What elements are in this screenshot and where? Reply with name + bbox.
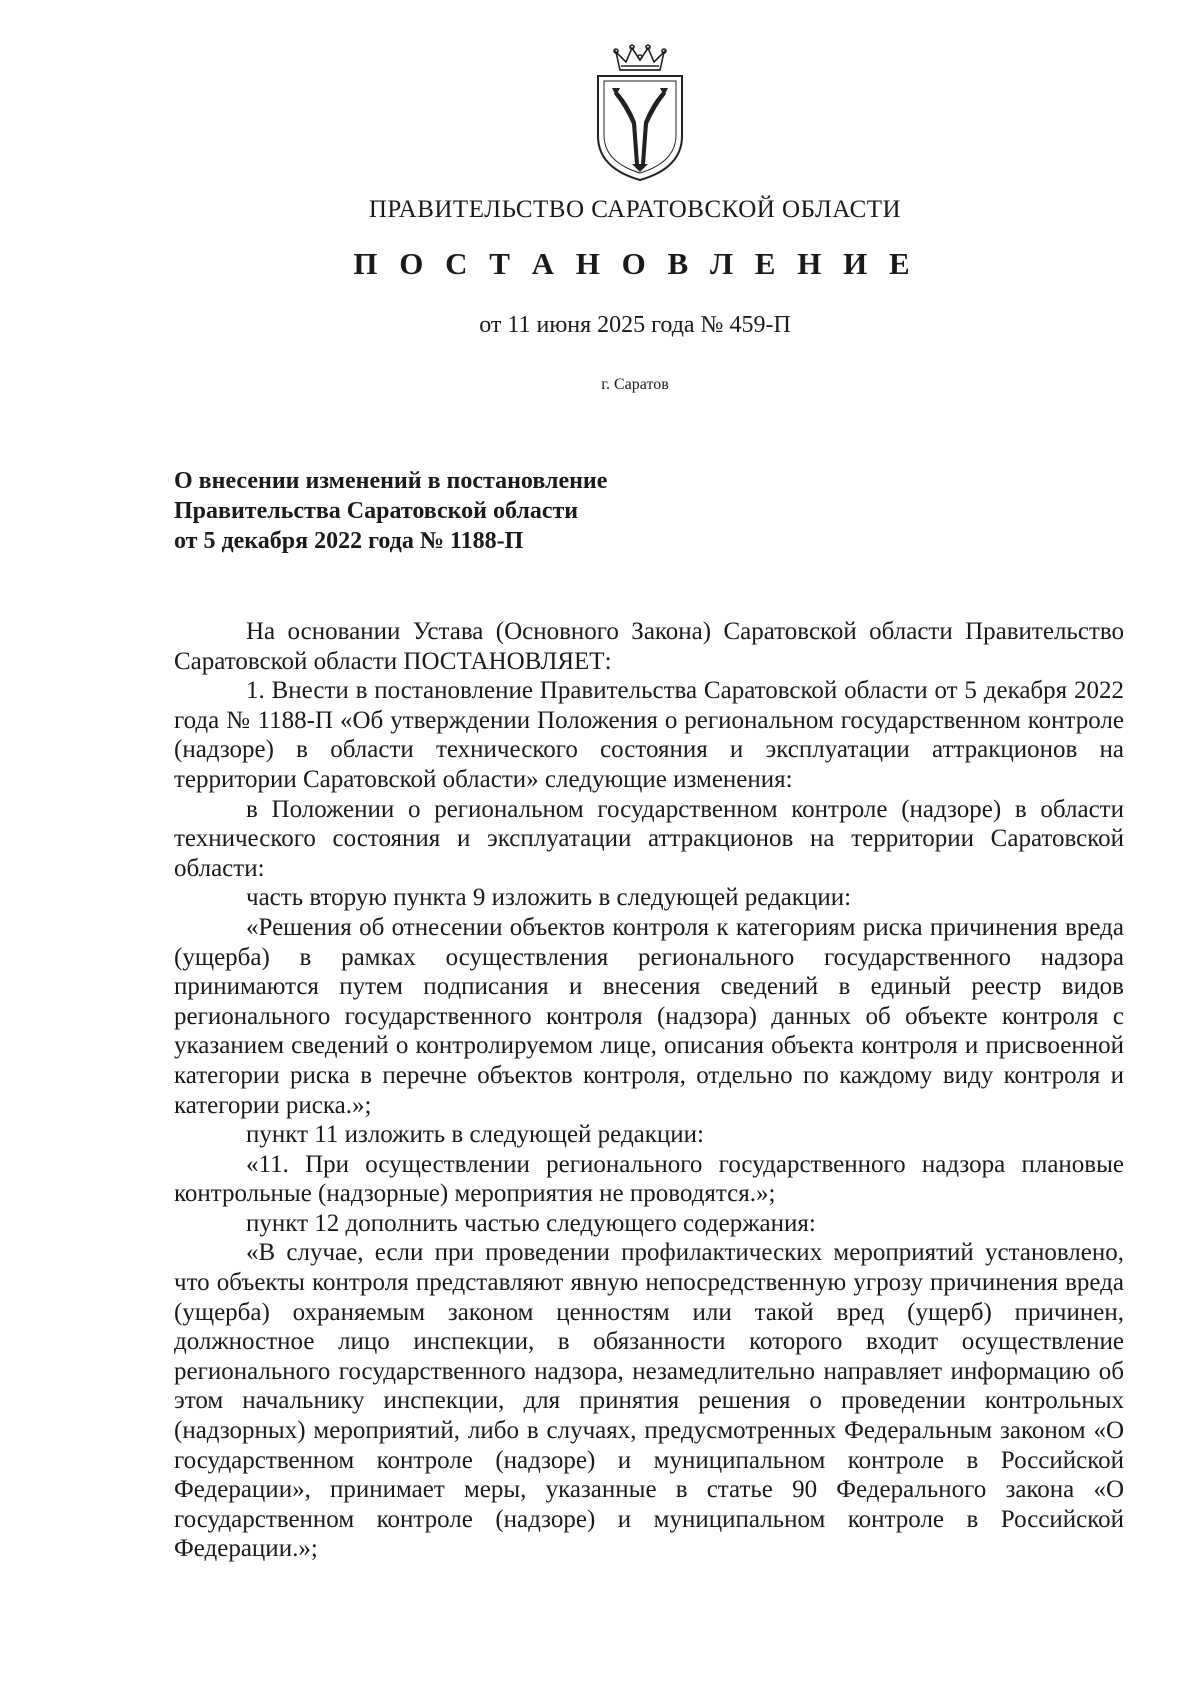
subject-line: О внесении изменений в постановление — [174, 468, 608, 494]
document-body — [174, 617, 1124, 1564]
body-paragraph: в Положении о региональном государственном контроле (надзоре) в области технического состояния и эксплуатации аттракционов на территории Саратовской области: — [174, 795, 1124, 882]
document-city: г. Саратов — [601, 376, 669, 393]
body-paragraph: «Решения об отнесении объектов контроля к категориям риска причинения вреда (ущерба) в рамках осуществления регионального государственного надзора принимаются путем подписания и внесения сведений в единый реестр видов регионального государственного контроля (надзора) данных об объекте контроля с указанием сведений о контролируемом лице, описания объекта контроля и присвоенной категории риска в перечне объектов контроля, отдельно по каждому виду контроля и категории риска.»; — [174, 913, 1124, 1119]
body-paragraph: часть вторую пункта 9 изложить в следующей редакции: — [246, 884, 852, 912]
government-name: ПРАВИТЕЛЬСТВО САРАТОВСКОЙ ОБЛАСТИ — [368, 196, 902, 223]
body-paragraph: пункт 11 изложить в следующей редакции: — [246, 1121, 704, 1149]
document-subject — [174, 466, 874, 556]
subject-line: от 5 декабря 2022 года № 1188-П — [174, 528, 524, 554]
body-paragraph: 1. Внести в постановление Правительства Саратовской области от 5 декабря 2022 года № 1188-П «Об утверждении Положения о региональном государственном контроле (надзоре) в области технического состояния и эксплуатации аттракционов на территории Саратовской области» следующие изменения: — [174, 677, 1124, 793]
subject-line: Правительства Саратовской области — [174, 498, 579, 524]
body-paragraph: «11. При осуществлении регионального государственного надзора плановые контрольные (надзорные) мероприятия не проводятся.»; — [174, 1150, 1124, 1208]
saratov-coat-of-arms-icon — [592, 44, 688, 182]
body-paragraph: «В случае, если при проведении профилактических мероприятий установлено, что объекты контроля представляют явную непосредственную угрозу причинения вреда (ущерба) охраняемым законом ценностям или такой вред (ущерб) причинен, должностное лицо инспекции, в обязанности которого входит осуществление регионального государственного надзора, незамедлительно направляет информацию об этом начальнику инспекции, для принятия решения о проведении контрольных (надзорных) мероприятий, либо в случаях, предусмотренных Федеральным законом «О государственном контроле (надзоре) и муниципальном контроле в Российской Федерации», принимает меры, указанные в статье 90 Федерального закона «О государственном контроле (надзоре) и муниципальном контроле в Российской Федерации.»; — [174, 1239, 1124, 1563]
document-date-number: от 11 июня 2025 года № 459-П — [479, 312, 791, 338]
body-paragraph: пункт 12 дополнить частью следующего содержания: — [246, 1209, 816, 1237]
document-type: П О С Т А Н О В Л Е Н И Е — [353, 246, 917, 281]
body-paragraph: На основании Устава (Основного Закона) Саратовской области Правительство Саратовской области ПОСТАНОВЛЯЕТ: — [174, 618, 1124, 675]
